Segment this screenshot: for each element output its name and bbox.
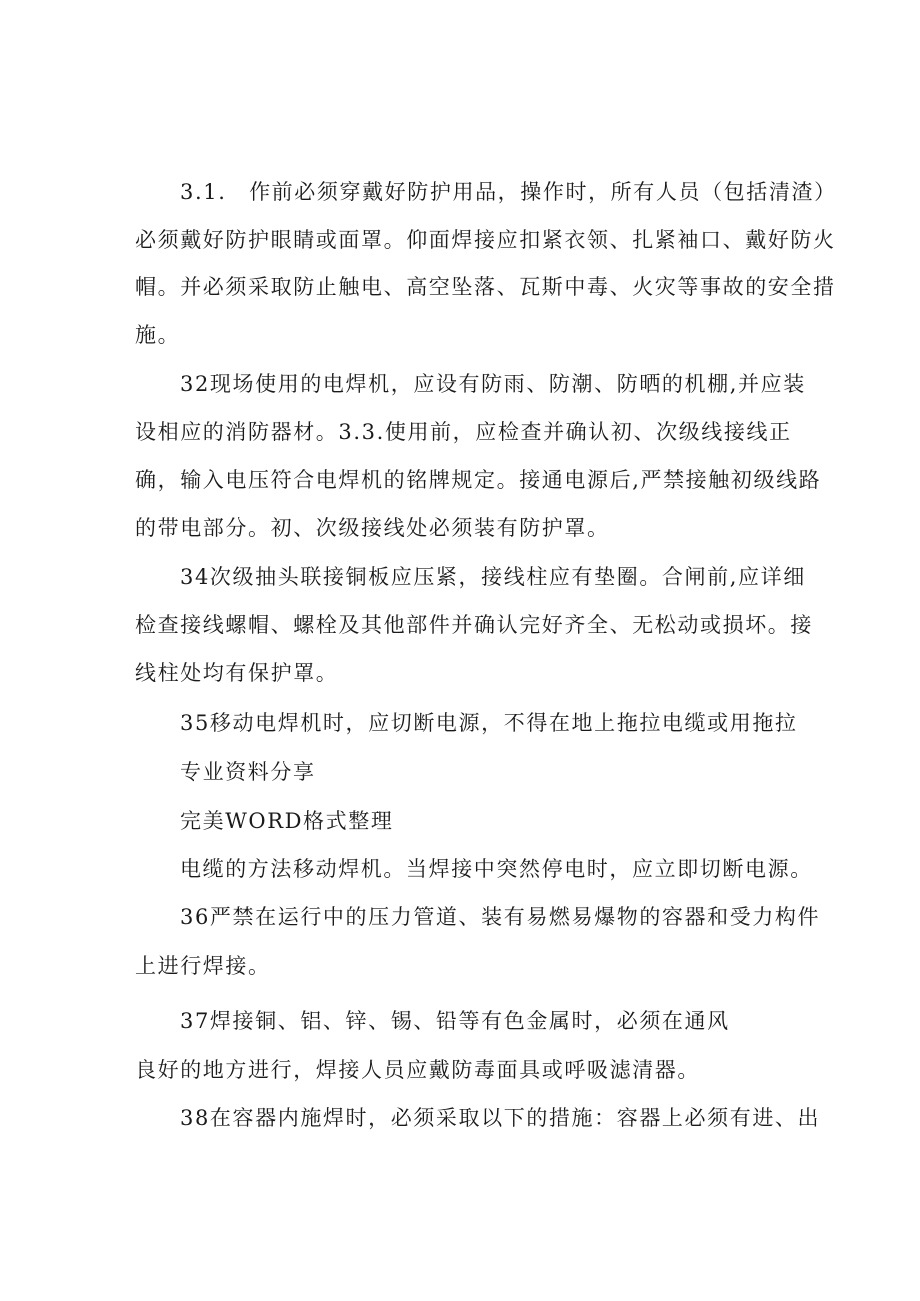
paragraph-38-line-1: 38在容器内施焊时，必须采取以下的措施：容器上必须有进、出 (180, 1106, 821, 1130)
watermark-share-text: 专业资料分享 (180, 760, 316, 784)
paragraph-35-line-1: 35移动电焊机时，应切断电源，不得在地上拖拉电缆或用拖拉 (180, 711, 798, 735)
paragraph-35-line-2: 电缆的方法移动焊机。当焊接中突然停电时，应立即切断电源。 (180, 857, 813, 881)
paragraph-36-line-2: 上进行焊接。 (135, 954, 271, 978)
paragraph-3-1-line-1: 3.1. 作前必须穿戴好防护用品，操作时，所有人员（包括清渣） (180, 180, 837, 204)
paragraph-3-1-line-3: 帽。并必须采取防止触电、高空坠落、瓦斯中毒、火灾等事故的安全措 (135, 275, 836, 299)
paragraph-32-line-1: 32现场使用的电焊机，应设有防雨、防潮、防晒的机棚,并应装 (180, 372, 806, 396)
paragraph-3-1-line-2: 必须戴好防护眼睛或面罩。仰面焊接应扣紧衣领、扎紧袖口、戴好防火 (135, 228, 836, 252)
paragraph-32-line-4: 的带电部分。初、次级接线处必须装有防护罩。 (135, 516, 610, 540)
paragraph-36-line-1: 36严禁在运行中的压力管道、装有易燃易爆物的容器和受力构件 (180, 905, 821, 929)
paragraph-32-line-2: 设相应的消防器材。3.3.使用前，应检查并确认初、次级线接线正 (135, 420, 792, 444)
paragraph-34-line-2: 检查接线螺帽、螺栓及其他部件并确认完好齐全、无松动或损坏。接 (135, 613, 813, 637)
paragraph-34-line-3: 线柱处均有保护罩。 (135, 661, 339, 685)
paragraph-32-line-3: 确，输入电压符合电焊机的铭牌规定。接通电源后,严禁接触初级线路 (135, 468, 822, 492)
paragraph-37-line-1: 37焊接铜、铝、锌、锡、铅等有色金属时，必须在通风 (180, 1009, 730, 1033)
watermark-word-text: 完美WORD格式整理 (180, 809, 394, 833)
paragraph-37-line-2: 良好的地方进行，焊接人员应戴防毒面具或呼吸滤清器。 (135, 1058, 700, 1082)
paragraph-34-line-1: 34次级抽头联接铜板应压紧，接线柱应有垫圈。合闸前,应详细 (180, 565, 806, 589)
paragraph-3-1-line-4: 施。 (135, 323, 181, 347)
